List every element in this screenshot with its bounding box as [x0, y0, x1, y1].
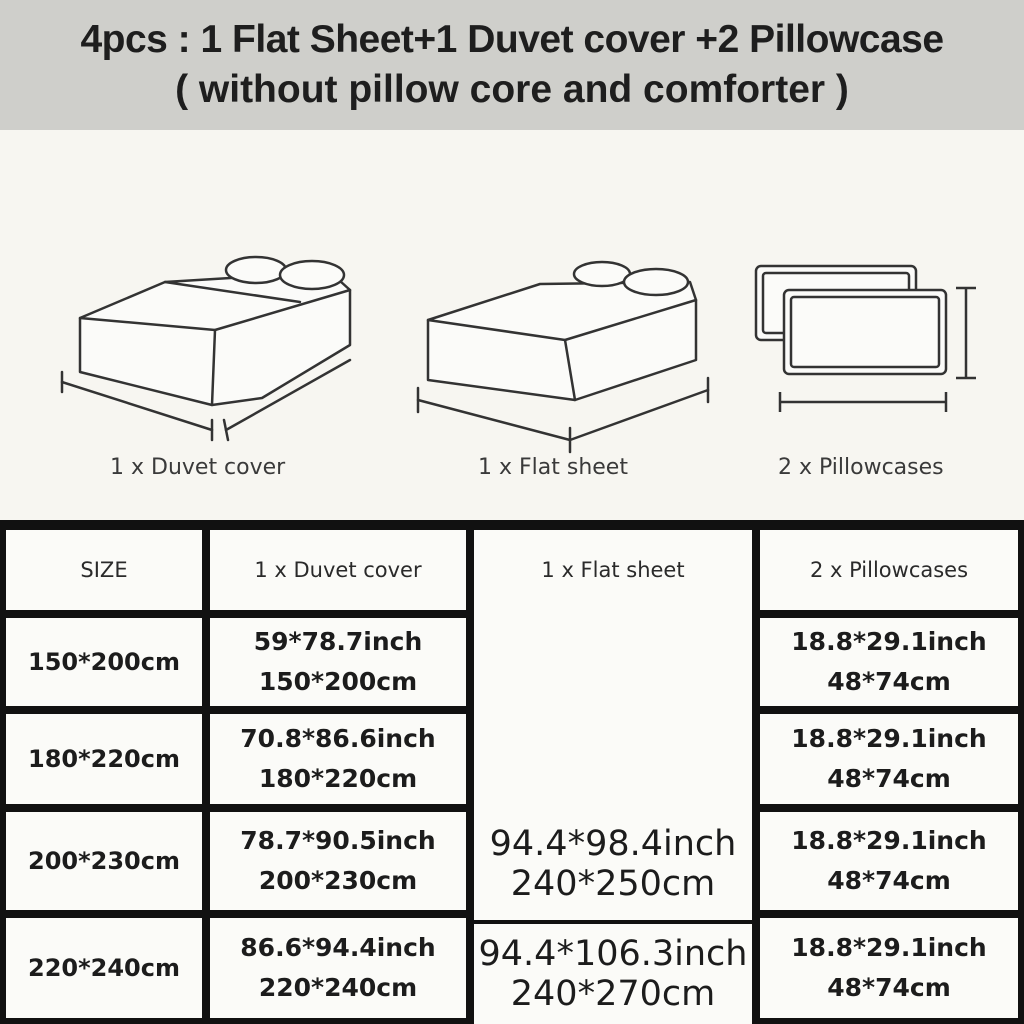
duvet-cm: 150*200cm [258, 667, 418, 696]
duvet-cover-bed-icon [62, 257, 350, 440]
header-size-label: SIZE [80, 558, 128, 582]
header-flat-sheet [474, 530, 752, 610]
size-value: 220*240cm [28, 954, 180, 982]
table-row-2-duvet [210, 714, 466, 804]
flat-inch: 94.4*98.4inch [489, 824, 737, 864]
duvet-cm: 220*240cm [258, 973, 418, 1002]
header-duvet-label: 1 x Duvet cover [254, 558, 422, 582]
table-row-3-pillow [760, 812, 1018, 910]
table-row-2-pillow [760, 714, 1018, 804]
banner-subtitle: ( without pillow core and comforter ) [175, 68, 849, 111]
pillow-cm: 48*74cm [827, 866, 951, 895]
duvet-inch: 70.8*86.6inch [240, 724, 436, 753]
table-row-3-size [6, 812, 202, 910]
flat-cm: 240*250cm [510, 864, 716, 904]
duvet-cm: 180*220cm [258, 764, 418, 793]
header-pillowcases [760, 530, 1018, 610]
duvet-inch: 78.7*90.5inch [240, 826, 436, 855]
flat-sheet-blank [474, 610, 752, 808]
pillow-inch: 18.8*29.1inch [791, 724, 987, 753]
table-row-4-pillow [760, 918, 1018, 1018]
header-size [6, 530, 202, 610]
header-flat-sheet-label: 1 x Flat sheet [541, 558, 685, 582]
pillow-inch: 18.8*29.1inch [791, 933, 987, 962]
caption-duvet: 1 x Duvet cover [110, 455, 286, 480]
table-row-1-duvet [210, 618, 466, 706]
flat-inch: 94.4*106.3inch [478, 934, 748, 974]
table-row-4-size [6, 918, 202, 1018]
header-duvet [210, 530, 466, 610]
table-row-3-duvet [210, 812, 466, 910]
banner-title: 4pcs : 1 Flat Sheet+1 Duvet cover +2 Pillowcase [80, 18, 944, 61]
flat-cm: 240*270cm [510, 974, 716, 1014]
duvet-cm: 200*230cm [258, 866, 418, 895]
size-value: 200*230cm [28, 847, 180, 875]
size-table [0, 520, 1024, 1024]
pillow-cm: 48*74cm [827, 667, 951, 696]
caption-flat-sheet: 1 x Flat sheet [478, 455, 628, 480]
pillow-inch: 18.8*29.1inch [791, 826, 987, 855]
caption-pillowcases: 2 x Pillowcases [778, 455, 944, 480]
size-value: 150*200cm [28, 648, 180, 676]
pillowcases-icon [756, 266, 976, 412]
pillow-inch: 18.8*29.1inch [791, 627, 987, 656]
table-row-3-flat [474, 808, 752, 920]
title-banner [0, 0, 1024, 130]
pillow-cm: 48*74cm [827, 973, 951, 1002]
size-value: 180*220cm [28, 745, 180, 773]
table-row-4-duvet [210, 918, 466, 1018]
pillow-cm: 48*74cm [827, 764, 951, 793]
flat-sheet-bed-icon [418, 262, 708, 452]
duvet-inch: 59*78.7inch [253, 627, 423, 656]
header-pillowcases-label: 2 x Pillowcases [809, 558, 969, 582]
table-row-2-size [6, 714, 202, 804]
table-row-4-flat [474, 924, 752, 1024]
duvet-inch: 86.6*94.4inch [240, 933, 436, 962]
table-row-1-pillow [760, 618, 1018, 706]
table-row-1-size [6, 618, 202, 706]
